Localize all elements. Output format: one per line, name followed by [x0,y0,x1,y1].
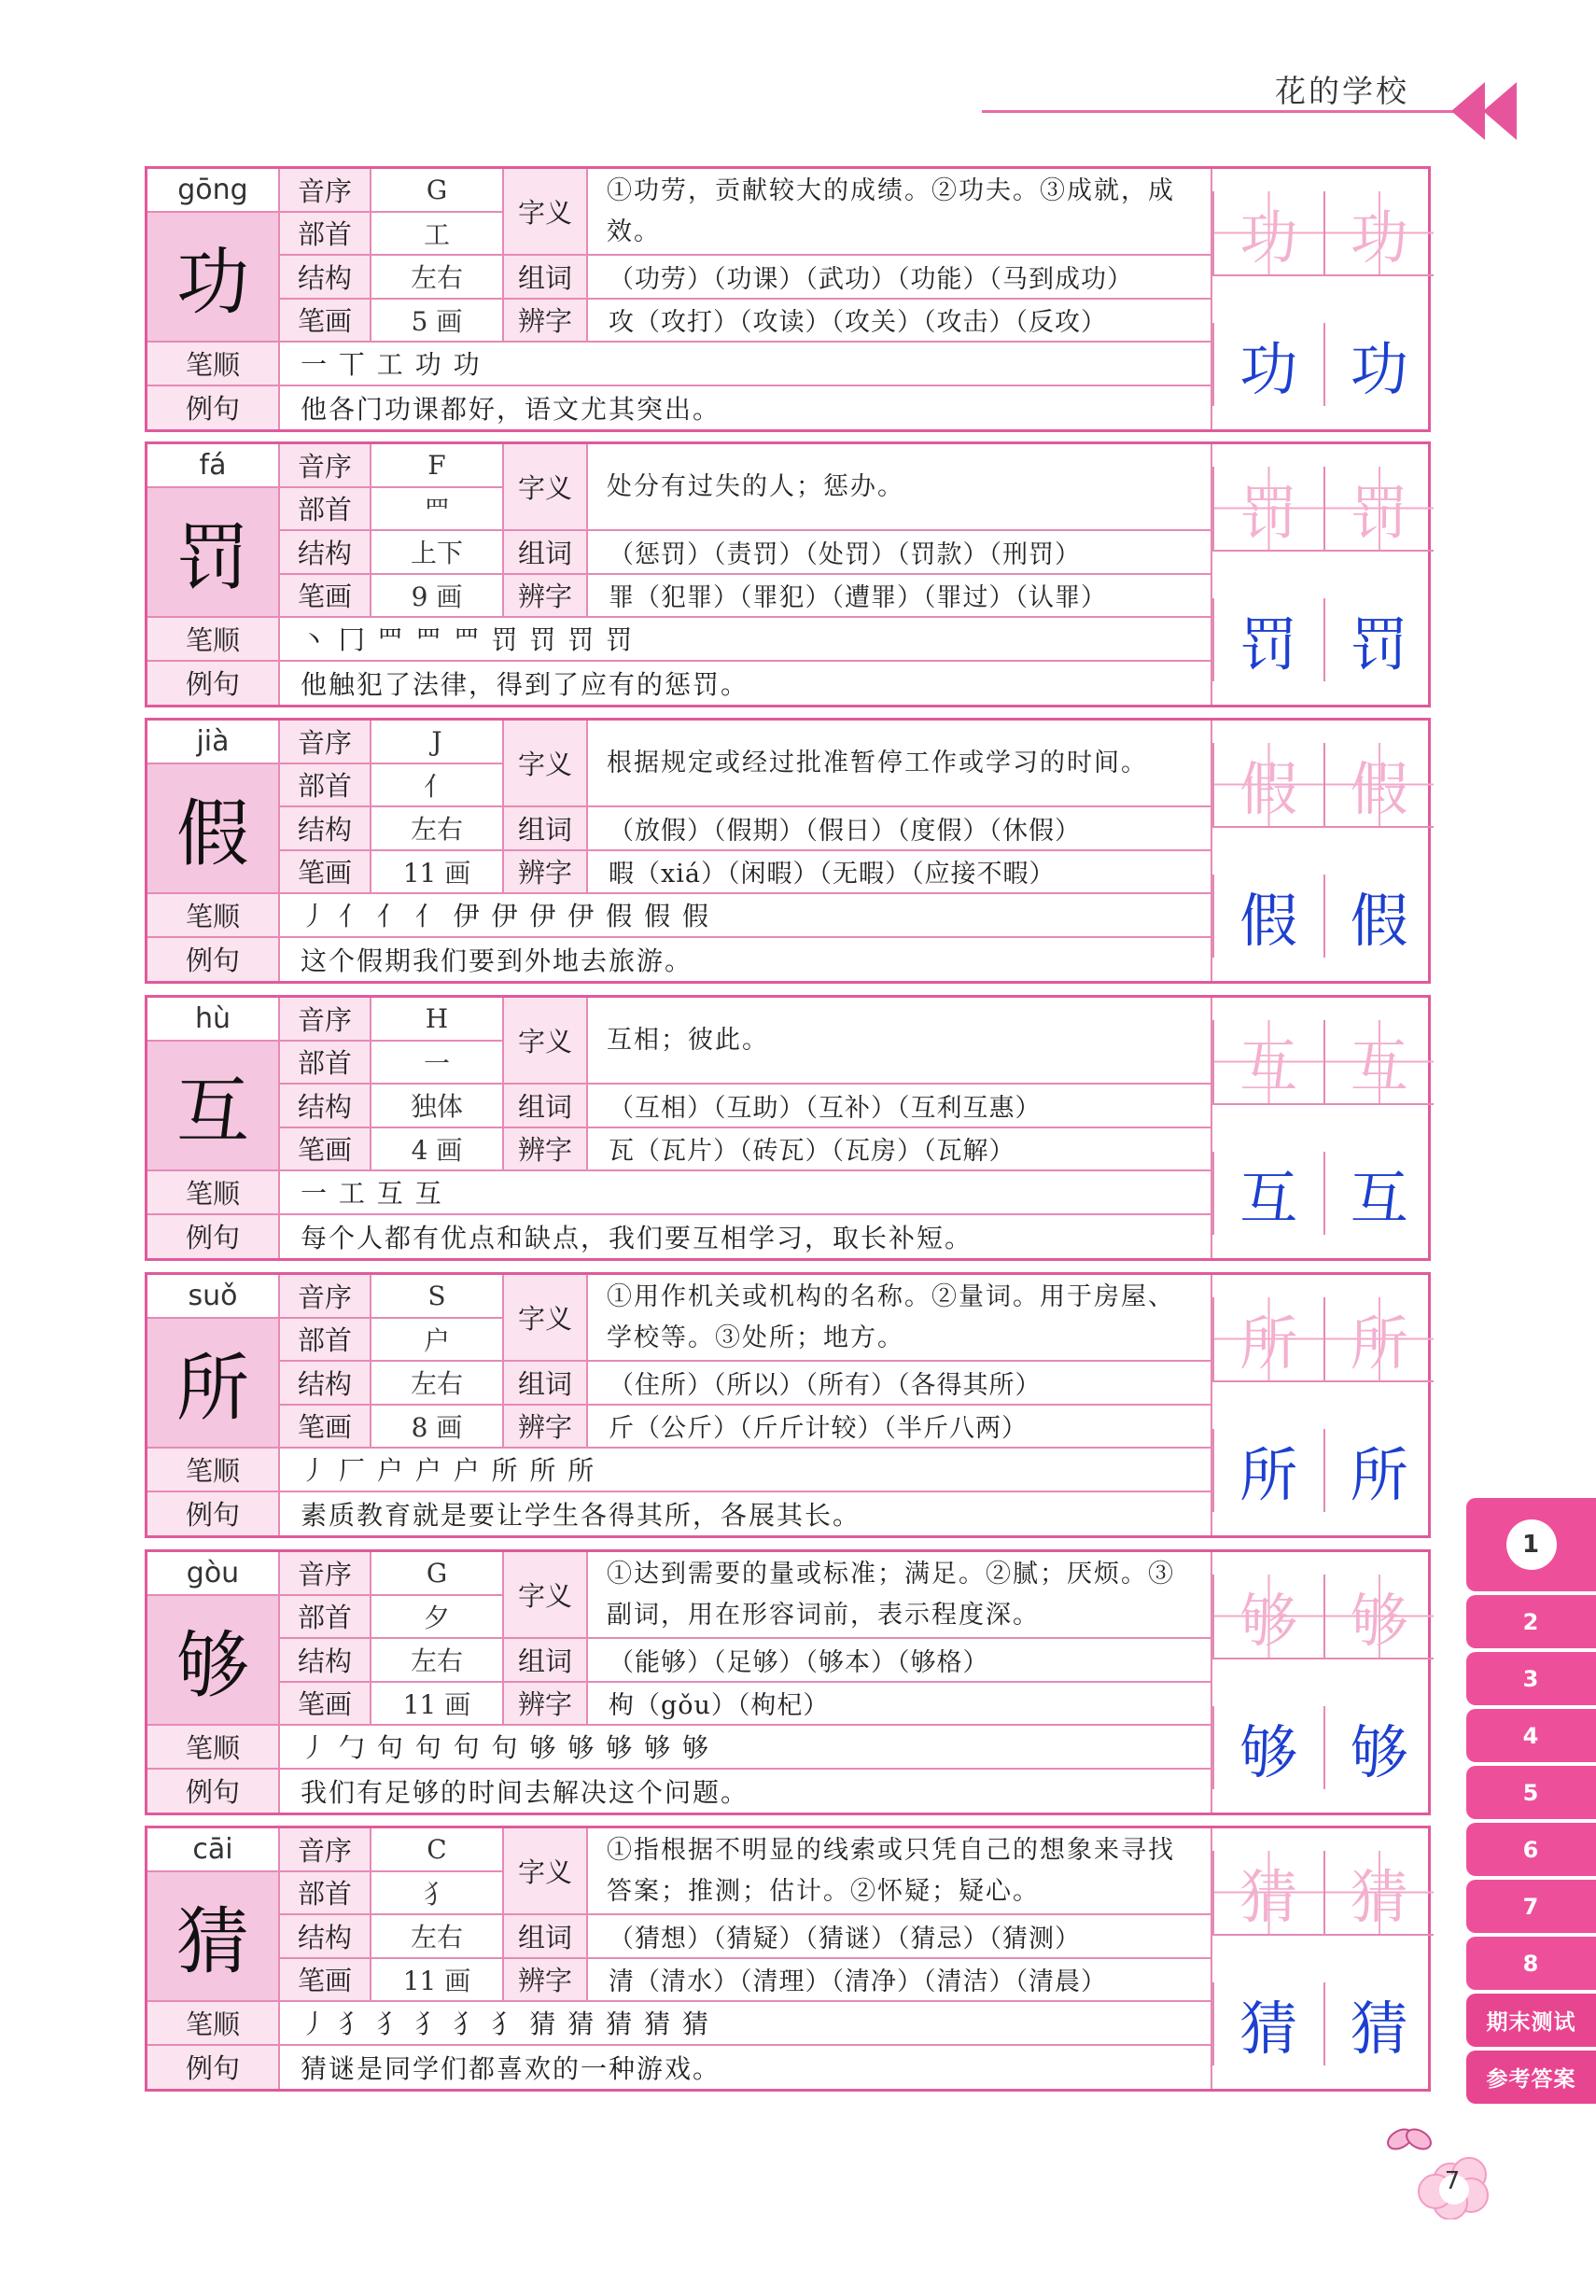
model-character: 假 [1323,875,1435,958]
header-line [982,110,1456,113]
stroke-order: 一 工 互 互 [280,1171,1212,1215]
pinyin: gòu [147,1552,280,1596]
writing-practice-grid [1212,1275,1434,1535]
label-zuci: 组词 [504,256,588,300]
label-bihua: 笔画 [280,1959,371,2003]
stroke-order: 丶 冂 罒 罒 罒 罚 罚 罚 罚 [280,618,1212,662]
label-bushou: 部首 [280,764,371,808]
bihua-value: 11 画 [371,851,504,895]
jiegou-value: 左右 [371,1639,504,1683]
bihua-value: 8 画 [371,1406,504,1449]
label-bishun: 笔顺 [147,1449,280,1492]
meaning-text: ①达到需要的量或标准；满足。②腻；厌烦。③副词，用在形容词前，表示程度深。 [588,1552,1212,1639]
character-entry [145,441,1431,707]
label-yinxu: 音序 [280,1552,371,1596]
similar-character: 枸（gǒu）（枸杞） [588,1683,1212,1727]
yinxu-value: F [371,444,504,488]
writing-practice-grid [1212,169,1434,429]
label-zuci: 组词 [504,1362,588,1406]
label-jiegou: 结构 [280,807,371,851]
tab-4[interactable]: 4 [1466,1709,1596,1762]
writing-practice-grid [1212,1828,1434,2089]
headword-character: 所 [147,1319,280,1449]
word-examples: （放假）（假期）（假日）（度假）（休假） [588,807,1212,851]
similar-character: 攻（攻打）（攻读）（攻关）（攻击）（反攻） [588,300,1212,343]
example-sentence: 这个假期我们要到外地去旅游。 [280,938,1212,982]
label-jiegou: 结构 [280,1639,371,1683]
similar-character: 暇（xiá）（闲暇）（无暇）（应接不暇） [588,851,1212,895]
label-bushou: 部首 [280,1872,371,1916]
tab-5[interactable]: 5 [1466,1766,1596,1819]
bushou-value: 夕 [371,1596,504,1640]
label-bihua: 笔画 [280,1683,371,1727]
label-ziyi: 字义 [504,169,588,256]
yinxu-value: J [371,721,504,764]
jiegou-value: 上下 [371,531,504,575]
label-bushou: 部首 [280,213,371,257]
label-yinxu: 音序 [280,444,371,488]
label-liju: 例句 [147,662,280,706]
example-sentence: 每个人都有优点和缺点，我们要互相学习，取长补短。 [280,1215,1212,1259]
trace-character: 所 [1212,1297,1323,1382]
label-ziyi: 字义 [504,1552,588,1639]
label-jiegou: 结构 [280,1362,371,1406]
tab-1[interactable] [1466,1498,1596,1591]
page-header-title: 花的学校 [1275,73,1409,109]
headword-character: 罚 [147,488,280,619]
character-entry [145,166,1431,432]
label-bianzi: 辨字 [504,1959,588,2003]
model-character: 假 [1212,875,1323,958]
label-bianzi: 辨字 [504,1128,588,1172]
bihua-value: 11 画 [371,1683,504,1727]
similar-character: 瓦（瓦片）（砖瓦）（瓦房）（瓦解） [588,1128,1212,1172]
word-examples: （惩罚）（责罚）（处罚）（罚款）（刑罚） [588,531,1212,575]
trace-character: 罚 [1323,467,1435,552]
label-bianzi: 辨字 [504,1683,588,1727]
pinyin: cāi [147,1828,280,1872]
tab-1-label: 1 [1506,1519,1557,1570]
meaning-text: 根据规定或经过批准暂停工作或学习的时间。 [588,721,1212,807]
label-liju: 例句 [147,386,280,430]
tab-answers[interactable]: 参考答案 [1466,2051,1596,2104]
label-ziyi: 字义 [504,1275,588,1362]
trace-character: 假 [1212,743,1323,828]
pinyin: gōng [147,169,280,213]
jiegou-value: 左右 [371,1362,504,1406]
label-bishun: 笔顺 [147,1171,280,1215]
tab-2[interactable]: 2 [1466,1595,1596,1648]
label-ziyi: 字义 [504,998,588,1085]
similar-character: 斤（公斤）（斤斤计较）（半斤八两） [588,1406,1212,1449]
meaning-text: 处分有过失的人；惩办。 [588,444,1212,531]
similar-character: 清（清水）（清理）（清净）（清洁）（清晨） [588,1959,1212,2003]
writing-practice-grid [1212,1552,1434,1813]
character-entry [145,1549,1431,1815]
trace-character: 互 [1212,1020,1323,1105]
example-sentence: 素质教育就是要让学生各得其所，各展其长。 [280,1492,1212,1536]
pinyin: jià [147,721,280,764]
word-examples: （能够）（足够）（够本）（够格） [588,1639,1212,1683]
model-character: 猜 [1323,1982,1435,2065]
trace-character: 猜 [1323,1851,1435,1936]
label-bihua: 笔画 [280,1128,371,1172]
bushou-value: 亻 [371,764,504,808]
label-jiegou: 结构 [280,531,371,575]
label-liju: 例句 [147,1215,280,1259]
jiegou-value: 左右 [371,1915,504,1959]
label-bianzi: 辨字 [504,300,588,343]
example-sentence: 我们有足够的时间去解决这个问题。 [280,1770,1212,1813]
trace-character: 够 [1323,1575,1435,1659]
writing-practice-grid [1212,444,1434,705]
trace-character: 互 [1323,1020,1435,1105]
trace-character: 功 [1323,191,1435,276]
label-yinxu: 音序 [280,1828,371,1872]
model-character: 够 [1323,1706,1435,1789]
tab-final-test[interactable]: 期末测试 [1466,1994,1596,2047]
label-bianzi: 辨字 [504,575,588,619]
label-ziyi: 字义 [504,1828,588,1915]
meaning-text: ①用作机关或机构的名称。②量词。用于房屋、学校等。③处所；地方。 [588,1275,1212,1362]
bushou-value: 户 [371,1319,504,1363]
model-character: 够 [1212,1706,1323,1789]
character-entry [145,718,1431,984]
tab-8[interactable]: 8 [1466,1937,1596,1990]
label-jiegou: 结构 [280,256,371,300]
model-character: 所 [1323,1429,1435,1512]
meaning-text: 互相；彼此。 [588,998,1212,1085]
stroke-order: 丿 厂 户 户 户 所 所 所 [280,1449,1212,1492]
label-bihua: 笔画 [280,300,371,343]
label-liju: 例句 [147,938,280,982]
label-jiegou: 结构 [280,1085,371,1128]
label-jiegou: 结构 [280,1915,371,1959]
label-bihua: 笔画 [280,575,371,619]
word-examples: （功劳）（功课）（武功）（功能）（马到成功） [588,256,1212,300]
bihua-value: 11 画 [371,1959,504,2003]
label-bianzi: 辨字 [504,1406,588,1449]
stroke-order: 丿 犭 犭 犭 犭 犭 猜 猜 猜 猜 猜 [280,2002,1212,2046]
pinyin: fá [147,444,280,488]
page-number: 7 [1444,2167,1461,2195]
yinxu-value: G [371,1552,504,1596]
label-yinxu: 音序 [280,169,371,213]
headword-character: 互 [147,1042,280,1172]
label-bishun: 笔顺 [147,1726,280,1770]
trace-character: 够 [1212,1575,1323,1659]
example-sentence: 他各门功课都好，语文尤其突出。 [280,386,1212,430]
character-entry [145,1272,1431,1538]
trace-character: 假 [1323,743,1435,828]
label-liju: 例句 [147,1770,280,1813]
label-zuci: 组词 [504,1085,588,1128]
headword-character: 猜 [147,1872,280,2003]
headword-character: 假 [147,764,280,895]
stroke-order: 丿 亻 亻 亻 伊 伊 伊 伊 假 假 假 [280,894,1212,938]
label-zuci: 组词 [504,531,588,575]
character-entry [145,1826,1431,2092]
character-entry [145,995,1431,1261]
tab-7[interactable]: 7 [1466,1880,1596,1933]
model-character: 互 [1323,1152,1435,1235]
tab-6[interactable]: 6 [1466,1823,1596,1876]
model-character: 功 [1323,323,1435,406]
bushou-value: 罒 [371,488,504,532]
label-bushou: 部首 [280,1042,371,1085]
writing-practice-grid [1212,721,1434,981]
bihua-value: 4 画 [371,1128,504,1172]
trace-character: 功 [1212,191,1323,276]
stroke-order: 一 丅 工 功 功 [280,343,1212,386]
label-bihua: 笔画 [280,851,371,895]
meaning-text: ①指根据不明显的线索或只凭自己的想象来寻找答案；推测；估计。②怀疑；疑心。 [588,1828,1212,1915]
trace-character: 罚 [1212,467,1323,552]
bushou-value: 犭 [371,1872,504,1916]
label-bishun: 笔顺 [147,894,280,938]
headword-character: 够 [147,1596,280,1727]
label-yinxu: 音序 [280,998,371,1042]
word-examples: （住所）（所以）（所有）（各得其所） [588,1362,1212,1406]
bushou-value: 一 [371,1042,504,1085]
model-character: 功 [1212,323,1323,406]
word-examples: （互相）（互助）（互补）（互利互惠） [588,1085,1212,1128]
label-zuci: 组词 [504,1639,588,1683]
pinyin: suǒ [147,1275,280,1319]
bihua-value: 9 画 [371,575,504,619]
label-liju: 例句 [147,1492,280,1536]
jiegou-value: 左右 [371,807,504,851]
model-character: 罚 [1212,598,1323,681]
label-ziyi: 字义 [504,721,588,807]
jiegou-value: 左右 [371,256,504,300]
example-sentence: 猜谜是同学们都喜欢的一种游戏。 [280,2046,1212,2090]
yinxu-value: C [371,1828,504,1872]
jiegou-value: 独体 [371,1085,504,1128]
label-bushou: 部首 [280,1319,371,1363]
word-examples: （猜想）（猜疑）（猜谜）（猜忌）（猜测） [588,1915,1212,1959]
label-bianzi: 辨字 [504,851,588,895]
double-arrow-icon [1451,82,1517,140]
model-character: 罚 [1323,598,1435,681]
label-yinxu: 音序 [280,721,371,764]
label-bishun: 笔顺 [147,618,280,662]
writing-practice-grid [1212,998,1434,1258]
yinxu-value: G [371,169,504,213]
tab-3[interactable]: 3 [1466,1652,1596,1705]
trace-character: 猜 [1212,1851,1323,1936]
pinyin: hù [147,998,280,1042]
label-yinxu: 音序 [280,1275,371,1319]
bihua-value: 5 画 [371,300,504,343]
model-character: 互 [1212,1152,1323,1235]
label-zuci: 组词 [504,807,588,851]
yinxu-value: H [371,998,504,1042]
label-bishun: 笔顺 [147,343,280,386]
yinxu-value: S [371,1275,504,1319]
model-character: 猜 [1212,1982,1323,2065]
bushou-value: 工 [371,213,504,257]
meaning-text: ①功劳，贡献较大的成绩。②功夫。③成就，成效。 [588,169,1212,256]
trace-character: 所 [1323,1297,1435,1382]
similar-character: 罪（犯罪）（罪犯）（遭罪）（罪过）（认罪） [588,575,1212,619]
label-zuci: 组词 [504,1915,588,1959]
headword-character: 功 [147,213,280,343]
label-bishun: 笔顺 [147,2002,280,2046]
label-liju: 例句 [147,2046,280,2090]
label-ziyi: 字义 [504,444,588,531]
chapter-tabs [1466,1498,1596,2107]
stroke-order: 丿 勹 句 句 句 句 够 够 够 够 够 [280,1726,1212,1770]
label-bushou: 部首 [280,488,371,532]
model-character: 所 [1212,1429,1323,1512]
label-bushou: 部首 [280,1596,371,1640]
label-bihua: 笔画 [280,1406,371,1449]
example-sentence: 他触犯了法律，得到了应有的惩罚。 [280,662,1212,706]
